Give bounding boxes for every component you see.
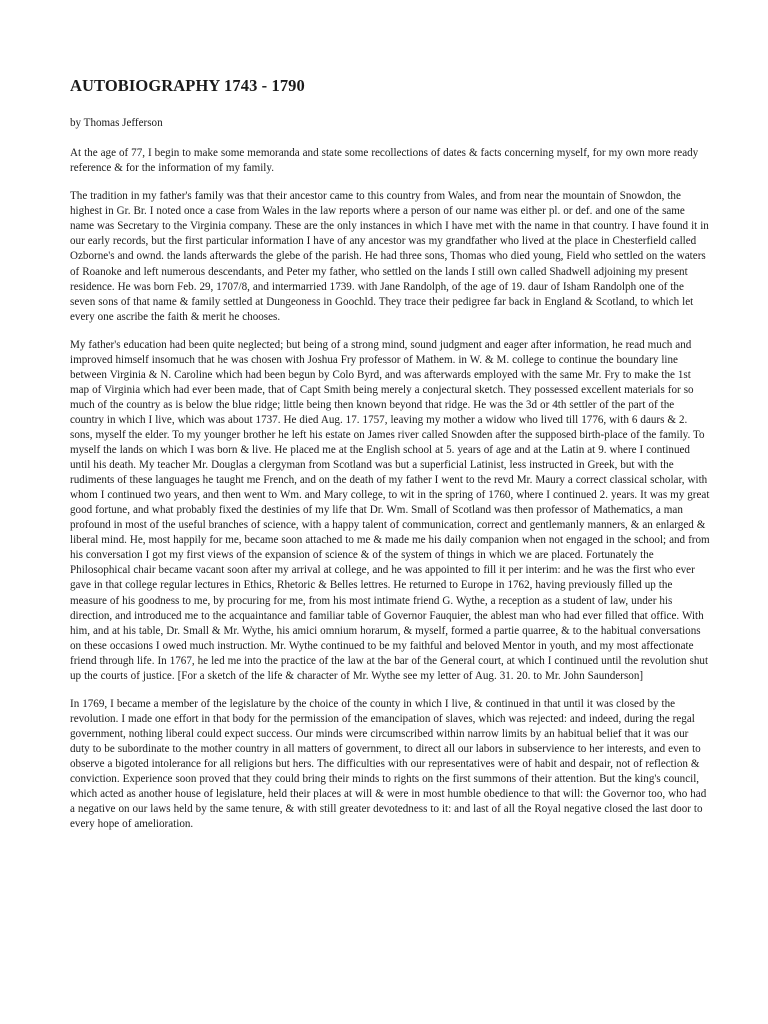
paragraph-1: At the age of 77, I begin to make some memoranda and state some recollections of dates & facts concerning myself, for my own more ready reference & for the information of my family. bbox=[70, 147, 699, 175]
paragraph-2: The tradition in my father's family was that their ancestor came to this country from Wales, and from near the mountain of Snowdon, the highest in Gr. Br. I noted once a case from Wales in the law reports where a person of our name was either pl. or def. and one of the same name was Secretary to the Virginia company. These are the only instances in which I have met with the name in that country. I have found it in our early records, but the first particular information I have of any ancestor was my grandfather who lived at the place in Chesterfield called Ozborne's and ownd. the lands afterwards the glebe of the parish. He had three sons, Thomas who died young, Field who settled on the waters of Roanoke and left numerous descendants, and Peter my father, who settled on the lands I still own called Shadwell adjoining my present residence. He was born Feb. 29, 1707/8, and intermarried 1739. with Jane Randolph, of the age of 19. daur of Isham Randolph one of the seven sons of that name & family settled at Dungeoness in Goochld. They trace their pedigree far back in England & Scotland, to which let every one ascribe the faith & merit he chooses. bbox=[70, 190, 709, 323]
paragraph-3: My father's education had been quite neglected; but being of a strong mind, sound judgment and eager after information, he read much and improved himself insomuch that he was chosen with Joshua Fry professor of Mathem. in W. & M. college to continue the boundary line between Virginia & N. Caroline which had been begun by Colo Byrd, and was afterwards employed with the same Mr. Fry to make the 1st map of Virginia which had ever been made, that of Capt Smith being merely a conjectural sketch. They possessed excellent materials for so much of the country as is below the blue ridge; little being then known beyond that ridge. He was the 3d or 4th settler of the part of the country in which I live, which was about 1737. He died Aug. 17. 1757, leaving my mother a widow who lived till 1776, with 6 daurs & 2. sons, myself the elder. To my younger brother he left his estate on James river called Snowden after the supposed birth-place of the family. To myself the lands on which I was born & live. He placed me at the English school at 5. years of age and at the Latin at 9. where I continued until his death. My teacher Mr. Douglas a clergyman from Scotland was but a superficial Latinist, less instructed in Greek, but with the rudiments of these languages he taught me French, and on the death of my father I went to the revd Mr. Maury a correct classical scholar, with whom I continued two years, and then went to Wm. and Mary college, to wit in the spring of 1760, where I continued 2. years. It was my great good fortune, and what probably fixed the destinies of my life that Dr. Wm. Small of Scotland was then professor of Mathematics, a man profound in most of the useful branches of science, with a happy talent of communication, correct and gentlemanly manners, & an enlarged & liberal mind. He, most happily for me, became soon attached to me & made me his daily companion when not engaged in the school; and from his conversation I got my first views of the expansion of science & of the system of things in which we are placed. Fortunately the Philosophical chair became vacant soon after my arrival at college, and he was appointed to fill it per interim: and he was the first who ever gave in that college regular lectures in Ethics, Rhetoric & Belles lettres. He returned to Europe in 1762, having previously filled up the measure of his goodness to me, by procuring for me, from his most intimate friend G. Wythe, a reception as a student of law, under his direction, and introduced me to the acquaintance and familiar table of Governor Fauquier, the ablest man who had ever filled that office. With him, and at his table, Dr. Small & Mr. Wythe, his amici omnium horarum, & myself, formed a partie quarree, & to the habitual conversations on these occasions I owed much instruction. Mr. Wythe continued to be my faithful and beloved Mentor in youth, and my most affectionate friend through life. In 1767, he led me into the practice of the law at the bar of the General court, at which I continued until the revolution shut up the courts of justice. [For a sketch of the life & character of Mr. Wythe see my letter of Aug. 31. 20. to Mr. John Saunderson] bbox=[70, 338, 710, 682]
document-page bbox=[70, 76, 710, 845]
paragraph-4: In 1769, I became a member of the legislature by the choice of the county in which I live, & continued in that until it was closed by the revolution. I made one effort in that body for the permission of the emancipation of slaves, which was rejected: and indeed, during the regal government, nothing liberal could expect success. Our minds were circumscribed within narrow limits by an habitual belief that it was our duty to be subordinate to the mother country in all matters of government, to direct all our labors in subservience to her interests, and even to observe a bigoted intolerance for all religions but hers. The difficulties with our representatives were of habit and despair, not of reflection & conviction. Experience soon proved that they could bring their minds to rights on the first summons of their attention. But the king's council, which acted as another house of legislature, held their places at will & were in most humble obedience to that will: the Governor too, who had a negative on our laws held by the same tenure, & with still greater devotedness to it: and last of all the Royal negative closed the last door to every hope of amelioration. bbox=[70, 697, 707, 831]
document-byline: by Thomas Jefferson bbox=[70, 117, 163, 129]
document-title: AUTOBIOGRAPHY 1743 - 1790 bbox=[70, 76, 305, 95]
